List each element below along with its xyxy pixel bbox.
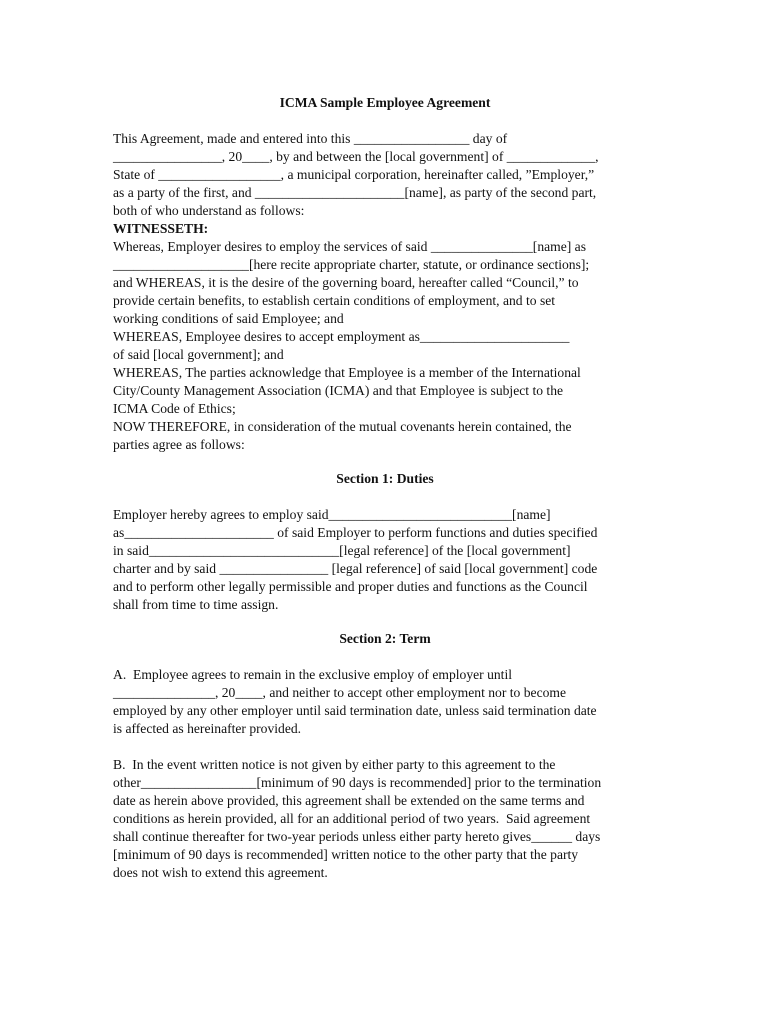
section-2-para-b-line: B. In the event written notice is not given by either party to this agreement to the [113, 757, 556, 772]
section-2-para-a-line: employed by any other employer until said termination date, unless said termination date [113, 703, 597, 718]
section-2-para-a-line: is affected as hereinafter provided. [113, 721, 302, 736]
witnesseth-line: Whereas, Employer desires to employ the services of said _______________[name] as [113, 239, 587, 254]
witnesseth-line: of said [local government]; and [113, 347, 284, 362]
section-2-para-b-line: conditions as herein provided, all for an additional period of two years. Said agreement [113, 811, 591, 826]
section-1-line: shall from time to time assign. [113, 597, 279, 612]
section-1-line: charter and by said ________________ [legal reference] of said [local government] code [113, 561, 598, 576]
section-1-heading: Section 1: Duties [336, 471, 434, 486]
section-2-para-b-line: [minimum of 90 days is recommended] written notice to the other party that the party [113, 847, 579, 862]
section-2-para-b-line: does not wish to extend this agreement. [113, 865, 328, 880]
section-2-para-b-line: shall continue thereafter for two-year periods unless either party hereto gives______ days [113, 829, 601, 844]
witnesseth-line: City/County Management Association (ICMA) and that Employee is subject to the [113, 383, 564, 398]
section-2-para-b-line: other_________________[minimum of 90 days is recommended] prior to the termination [113, 775, 602, 790]
section-2-para-a-line: _______________, 20____, and neither to accept other employment nor to become [113, 685, 567, 700]
section-1-line: and to perform other legally permissible and proper duties and functions as the Council [113, 579, 588, 594]
section-2-heading: Section 2: Term [339, 631, 431, 646]
witnesseth-line: ____________________[here recite appropriate charter, statute, or ordinance sections]; [113, 257, 590, 272]
witnesseth-line: and WHEREAS, it is the desire of the governing board, hereafter called “Council,” to [113, 275, 579, 290]
witnesseth-line: NOW THEREFORE, in consideration of the mutual covenants herein contained, the [113, 419, 572, 434]
intro-line: both of who understand as follows: [113, 203, 305, 218]
witnesseth-line: WHEREAS, The parties acknowledge that Employee is a member of the International [113, 365, 581, 380]
intro-line: as a party of the first, and ______________________[name], as party of the second part, [113, 185, 597, 200]
section-1-line: in said____________________________[legal reference] of the [local government] [113, 543, 571, 558]
section-2-para-a-line: A. Employee agrees to remain in the exclusive employ of employer until [113, 667, 513, 682]
witnesseth-line: WHEREAS, Employee desires to accept employment as______________________ [113, 329, 570, 344]
witnesseth-line: ICMA Code of Ethics; [113, 401, 236, 416]
section-2-para-b-line: date as herein above provided, this agreement shall be extended on the same terms and [113, 793, 585, 808]
intro-line: This Agreement, made and entered into this _________________ day of [113, 131, 508, 146]
intro-line: State of __________________, a municipal corporation, hereinafter called, ”Employer,” [113, 167, 595, 182]
witnesseth-heading: WITNESSETH: [113, 221, 209, 236]
witnesseth-line: parties agree as follows: [113, 437, 245, 452]
witnesseth-line: provide certain benefits, to establish certain conditions of employment, and to set [113, 293, 556, 308]
intro-line: ________________, 20____, by and between the [local government] of _____________, [113, 149, 599, 164]
section-1-line: as______________________ of said Employer to perform functions and duties specified [113, 525, 598, 540]
witnesseth-line: working conditions of said Employee; and [113, 311, 344, 326]
section-1-line: Employer hereby agrees to employ said___________________________[name] [113, 507, 551, 522]
document-title: ICMA Sample Employee Agreement [279, 95, 491, 110]
